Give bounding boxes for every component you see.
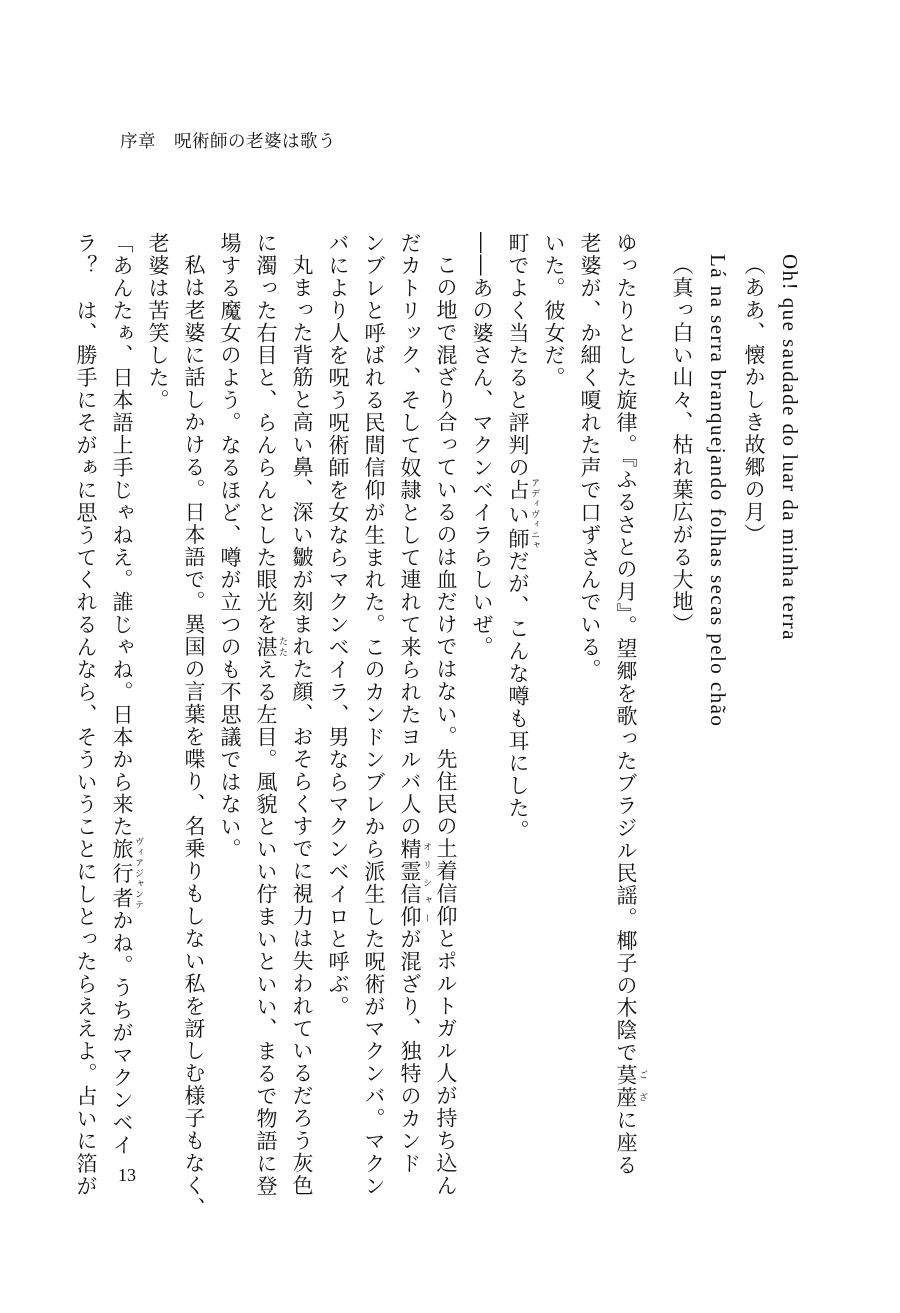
text-run: える左目。風貌といい佇まいといい、まるで物語に登 (254, 658, 278, 1198)
song-line-2: （ああ、懐かしき故郷の月） (742, 254, 766, 546)
ruby-base: 茣蓙 (614, 1064, 638, 1110)
ruby-text: アディヴィニャ (529, 478, 539, 552)
ruby-base: 精霊信仰 (398, 838, 422, 928)
ruby-orisha (398, 838, 431, 928)
body-column-16: ラ？ は、勝手にそがぁに思うてくれるんなら、そういうことにしとったらええよ。占いに箔が (74, 232, 98, 1198)
body-column-7 (396, 232, 431, 1175)
body-column-8: ンブレと呼ばれる民間信仰が生まれた。このカンドンブレから派生した呪術がマクンバ。マクン (362, 232, 386, 1198)
body-column-13: 私は老婆に話しかける。日本語で。異国の言葉を喋り、名乗りもしない私を訝しむ様子もなく、 (182, 254, 206, 1220)
ruby-text: ヴィアジャンテ (133, 837, 143, 911)
ruby-base: 旅行者 (110, 837, 134, 911)
ruby-base: 占い師 (506, 478, 530, 552)
ruby-text: たた (277, 636, 287, 659)
body-column-1 (612, 232, 647, 1177)
ruby-base: 湛 (254, 636, 278, 659)
song-line-1: Oh! que saudade do luar da minha terra (778, 254, 802, 641)
text-run: が混ざり、独特のカンド (398, 927, 422, 1175)
body-column-10: 丸まった背筋と高い鼻、深い皺が刻まれた顔、おそらくすでに視力は失われているだろう灰色 (290, 254, 314, 1197)
text-run: に座る (614, 1109, 638, 1177)
text-run: かね。うちがマクンベイ (110, 909, 134, 1157)
text-run: 町でよく当たると評判の (506, 232, 530, 479)
body-column-3: いた。彼女だ。 (542, 232, 566, 390)
song-line-4: （真っ白い山々、枯れ葉広がる大地） (670, 254, 694, 636)
body-column-5: ――あの婆さん、マクンベイラらしいぜ。 (470, 232, 494, 659)
text-run: だが、こんな噂も耳にした。 (506, 550, 530, 843)
ruby-tata (254, 636, 287, 659)
body-column-14: 老婆は苦笑した。 (146, 232, 170, 412)
page-number: 13 (118, 1165, 136, 1185)
body-column-4 (504, 232, 539, 1162)
ruby-goza (614, 1064, 647, 1110)
ruby-adivinha (506, 478, 539, 552)
ruby-text: オリシャー (421, 838, 431, 928)
body-column-2: 老婆が、か細く嗄れた声で口ずさんでいる。 (578, 232, 602, 681)
body-column-12: 場する魔女のよう。なるほど、噂が立つのも不思議ではない。 (218, 232, 242, 861)
body-column-6: この地で混ざり合っているのは血だけではない。先住民の土着信仰とポルトガル人が持ち込ん (434, 254, 458, 1197)
body-column-11 (252, 232, 287, 1198)
text-run: ゆったりとした旋律。『ふるさとの月』。望郷を歌ったブラジル民謡。椰子の木陰で (614, 232, 638, 1065)
text-run: に濁った右目と、らんらんとした眼光を (254, 232, 278, 637)
running-header: 序章 呪術師の老婆は歌う (120, 132, 336, 152)
ruby-viajante (110, 837, 143, 911)
song-line-3: Lá na serra branquejando folhas secas pelo chão (706, 254, 730, 728)
text-run: だカトリック、そして奴隷として連れて来られたヨルバ人の (398, 232, 422, 839)
ruby-text: ござ (637, 1064, 647, 1110)
body-column-9: バにより人を呪う呪術師を女ならマクンベイラ、男ならマクンベイロと呼ぶ。 (326, 232, 350, 1018)
body-column-15 (108, 232, 143, 1162)
text-run: 「あんたぁ、日本語上手じゃねえ。誰じゃね。日本から来た (110, 232, 134, 839)
